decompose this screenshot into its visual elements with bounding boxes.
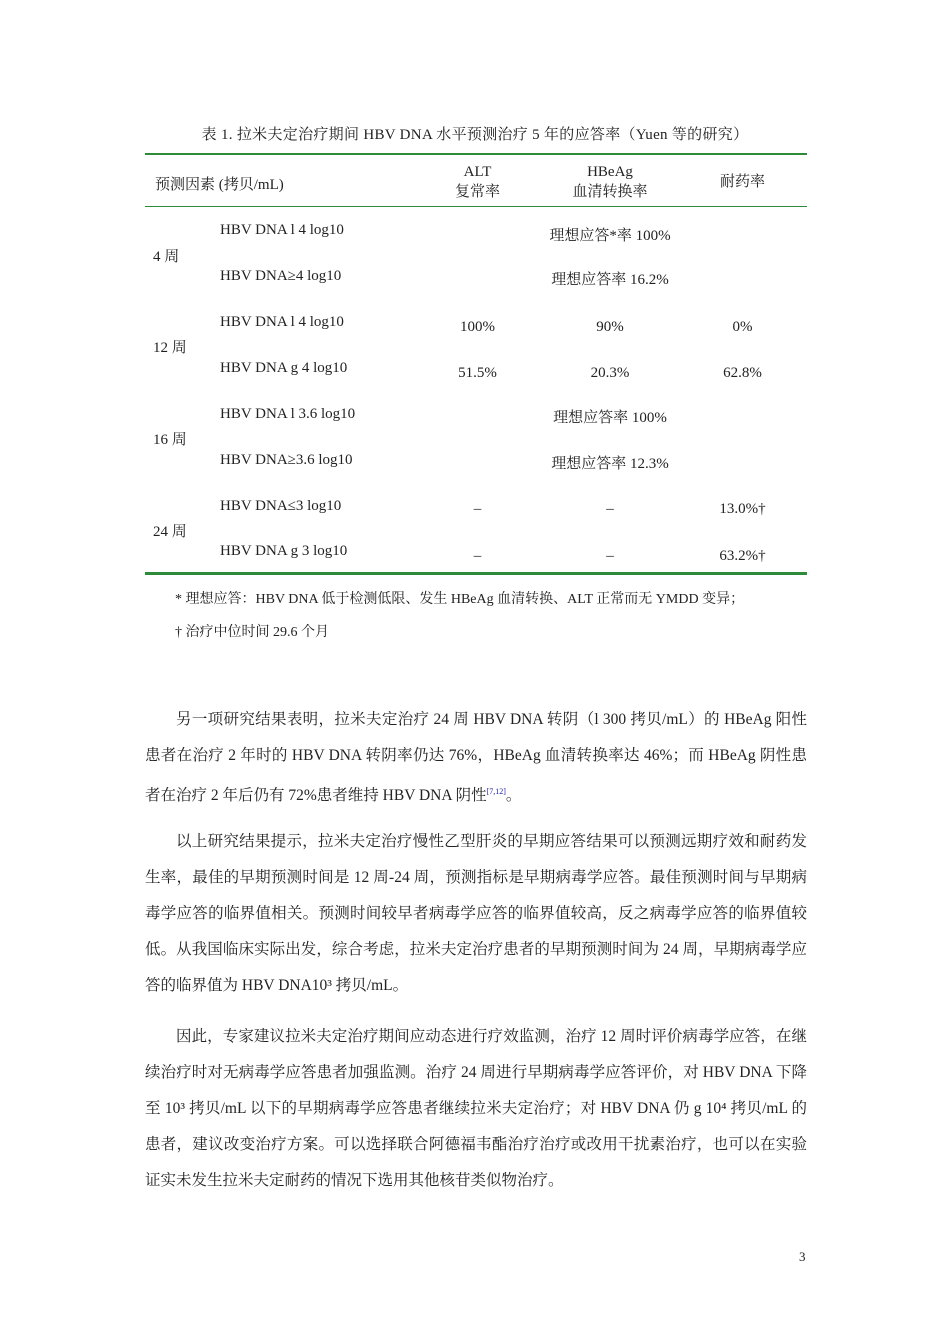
- citation-link[interactable]: [7,12]: [486, 787, 506, 796]
- header-alt-line1: ALT: [463, 164, 492, 180]
- resistance-cell: 0%: [732, 319, 753, 335]
- hbeag-cell: –: [606, 548, 614, 564]
- condition-cell: HBV DNA≥3.6 log10: [220, 452, 353, 468]
- resistance-cell: 62.8%: [723, 365, 762, 381]
- alt-cell: –: [473, 501, 482, 517]
- hbeag-cell: 20.3%: [590, 365, 630, 381]
- merged-response-cell: 理想应答率 16.2%: [551, 272, 669, 288]
- paragraph: [145, 702, 807, 814]
- resistance-cell: 63.2%†: [719, 548, 766, 564]
- footnote-median-time: † 治疗中位时间 29.6 个月: [175, 625, 329, 640]
- paragraph: 以上研究结果提示，拉米夫定治疗慢性乙型肝炎的早期应答结果可以预测远期疗效和耐药发生率，最佳的早期预测时间是 12 周-24 周，预测指标是早期病毒学应答。最佳预测时间与早期病毒学应答的临界值相关。预测时间较早者病毒学应答的临界值较高，反之病毒学应答的临界值较低。从我国临床实际出发，综合考虑，拉米夫定治疗患者的早期预测时间为 24 周，早期病毒学应答的临界值为 HBV DNA10³ 拷贝/mL。: [145, 833, 807, 994]
- header-alt: [420, 162, 535, 202]
- condition-cell: HBV DNA l 3.6 log10: [220, 406, 356, 422]
- merged-response-cell: 理想应答率 12.3%: [551, 456, 669, 472]
- hbeag-cell: 90%: [596, 319, 624, 335]
- table-caption: 表 1. 拉米夫定治疗期间 HBV DNA 水平预测治疗 5 年的应答率（Yuen 等的研究）: [201, 127, 749, 143]
- paragraph-tail: 。: [505, 787, 522, 805]
- condition-cell: HBV DNA l 4 log10: [220, 222, 344, 238]
- alt-cell: –: [473, 548, 482, 564]
- header-alt-line2: 复常率: [454, 184, 500, 200]
- alt-cell: 100%: [460, 319, 495, 335]
- footnote-ideal-response: * 理想应答：HBV DNA 低于检测低限、发生 HBeAg 血清转换、ALT 正常而无 YMDD 变异；: [175, 592, 745, 607]
- alt-cell: 51.5%: [458, 365, 497, 381]
- table-top-rule: [145, 153, 807, 155]
- header-hbeag: [545, 162, 675, 202]
- condition-cell: HBV DNA≥4 log10: [220, 268, 342, 284]
- table-bottom-rule: [145, 572, 807, 575]
- paragraph-text: 另一项研究结果表明，拉米夫定治疗 24 周 HBV DNA 转阴（l 300 拷贝/mL）的 HBeAg 阳性患者在治疗 2 年时的 HBV DNA 转阴率仍达 76%，HBeAg 血清转换率达 46%；而 HBeAg 阴性患者在治疗 2 年后仍有 72%患者维持 HBV DNA 阴性: [145, 711, 807, 805]
- header-hbeag-line1: HBeAg: [587, 164, 633, 180]
- week-label: 16 周: [153, 432, 187, 448]
- header-resistance: 耐药率: [719, 174, 765, 190]
- merged-response-cell: 理想应答*率 100%: [549, 228, 671, 244]
- hbeag-cell: –: [606, 501, 614, 517]
- header-hbeag-line2: 血清转换率: [572, 184, 648, 200]
- header-factor: 预测因素 (拷贝/mL): [155, 177, 284, 193]
- condition-cell: HBV DNA g 3 log10: [220, 543, 348, 559]
- condition-cell: HBV DNA≤3 log10: [220, 498, 342, 514]
- table-header-rule: [145, 206, 807, 207]
- condition-cell: HBV DNA g 4 log10: [220, 360, 348, 376]
- merged-response-cell: 理想应答率 100%: [553, 410, 667, 426]
- resistance-cell: 13.0%†: [719, 501, 766, 517]
- week-label: 12 周: [153, 340, 187, 356]
- page-number: 3: [799, 1249, 806, 1264]
- condition-cell: HBV DNA l 4 log10: [220, 314, 344, 330]
- week-label: 24 周: [153, 524, 187, 540]
- paragraph: 因此，专家建议拉米夫定治疗期间应动态进行疗效监测，治疗 12 周时评价病毒学应答，在继续治疗时对无病毒学应答患者加强监测。治疗 24 周进行早期病毒学应答评价，对 HBV DNA 下降至 10³ 拷贝/mL 以下的早期病毒学应答患者继续拉米夫定治疗；对 HBV DNA 仍 g 10⁴ 拷贝/mL 的患者，建议改变治疗方案。可以选择联合阿德福韦酯治疗治疗或改用干扰素治疗，也可以在实验证实未发生拉米夫定耐药的情况下选用其他核苷类似物治疗。: [145, 1028, 807, 1189]
- week-label: 4 周: [153, 249, 180, 265]
